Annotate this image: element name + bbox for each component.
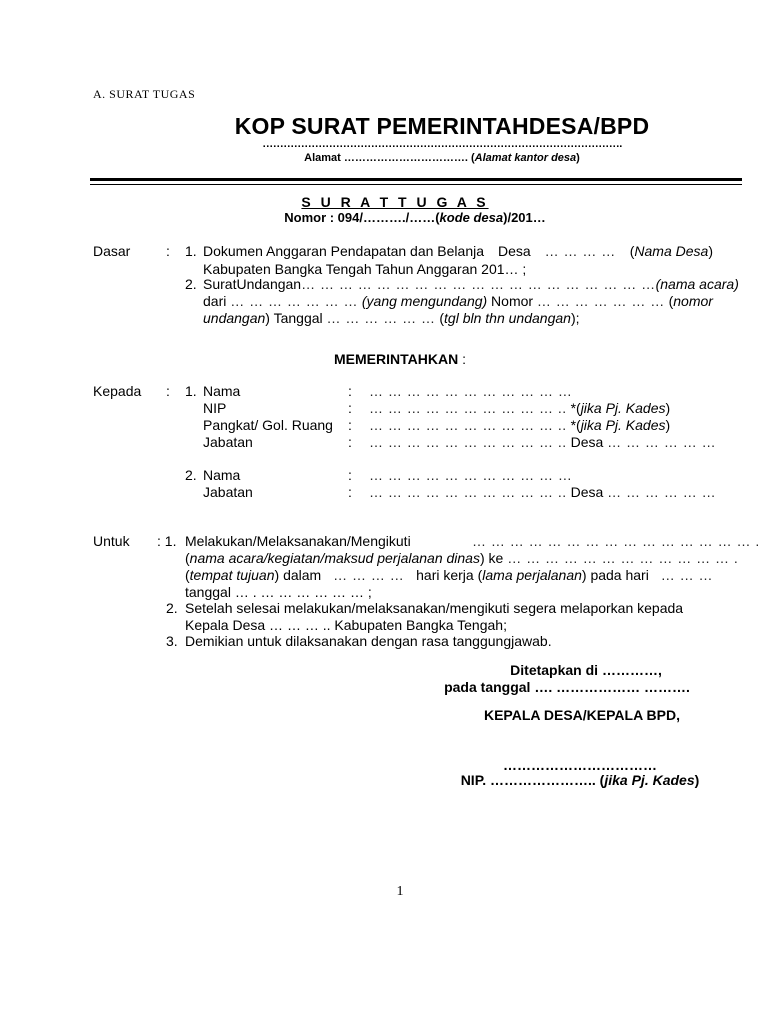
dasar-item-2-line-1: Surat Undangan … … … … … … … … … … … … … … … … … … … (nama acara) [203,276,739,292]
field-value: … … … … … … … … … … .. *(jika Pj. Kades) [369,417,671,433]
field-label: Nama [203,383,241,399]
signature-name-line: …………………………… [503,757,657,773]
field-value: … … … … … … … … … … .. Desa … … … … … … [369,484,717,500]
untuk-item-1-line-4: tanggal … . … … … … … … ; [185,584,372,600]
dasar-label: Dasar [93,243,131,259]
dasar-item-2-number: 2. [185,276,197,292]
field-colon: : [348,467,352,483]
signature-place: Ditetapkan di …………, [510,662,662,678]
field-value: … … … … … … … … … … .. Desa … … … … … … [369,434,717,450]
dasar-item-1-number: 1. [185,243,197,259]
untuk-label: Untuk [93,533,130,549]
memerintahkan-heading: MEMERINTAHKAN : [334,351,466,367]
field-value: … … … … … … … … … … .. *(jika Pj. Kades) [369,400,671,416]
field-label: Pangkat/ Gol. Ruang [203,417,333,433]
dasar-item-1-line-2: Kabupaten Bangka Tengah Tahun Anggaran 201… ; [203,261,527,277]
dasar-item-2-line-3: undangan) Tanggal … … … … … … (tgl bln thn undangan); [203,310,580,326]
untuk-item-1-line-1: Melakukan/Melaksanakan/Mengikuti [185,533,411,549]
kepada-label: Kepada [93,383,142,399]
field-label: Jabatan [203,484,253,500]
section-kicker: A. SURAT TUGAS [93,87,196,101]
field-label: NIP [203,400,227,416]
dasar-item-2-line-2: dari … … … … … … … (yang mengundang) Nomor … … … … … … … (nomor [203,293,713,309]
untuk-item-1-line-3: (tempat tujuan) dalam … … … … hari kerja (lama perjalanan) pada hari … … … [185,567,713,583]
letterhead-rule-thick [90,178,742,181]
document-title: S U R A T T U G A S [301,194,489,210]
untuk-item-2-line-2: Kepala Desa … … … .. Kabupaten Bangka Tengah; [185,617,507,633]
field-colon: : [348,484,352,500]
field-colon: : [348,417,352,433]
field-colon: : [348,400,352,416]
kepada-colon: : [166,383,170,399]
field-label: Nama [203,467,241,483]
untuk-item-2-line-1: Setelah selesai melakukan/melaksanakan/mengikuti segera melaporkan kepada [185,600,684,616]
field-label: Jabatan [203,434,253,450]
kepada-person-2-number: 2. [185,467,197,483]
untuk-item-1-line-2: (nama acara/kegiatan/maksud perjalanan dinas) ke … … … … … … … … … … … … . [185,550,739,566]
dasar-colon: : [166,243,170,259]
document-number: Nomor : 094/………./……(kode desa)/201… [284,210,546,225]
letterhead-dots: …………………………………………………………………………………………. [262,138,622,150]
field-value: … … … … … … … … … … … [369,383,573,399]
dasar-item-1-line-1: Dokumen Anggaran Pendapatan dan Belanja Desa … … … … (Nama Desa) [203,243,713,259]
field-colon: : [348,383,352,399]
letterhead-rule-thin [90,184,742,185]
letterhead-address: Alamat ……………………………. (Alamat kantor desa) [304,152,580,164]
signature-date: pada tanggal …. ……………… ………. [444,679,690,695]
untuk-item-1-line-1-dots: … … … … … … … … … … … … … … … . [472,533,760,549]
field-value: … … … … … … … … … … … [369,467,573,483]
field-colon: : [348,434,352,450]
page-number: 1 [396,884,404,899]
signature-position: KEPALA DESA/KEPALA BPD, [483,707,680,723]
untuk-colon: : 1. [157,533,177,549]
untuk-item-3-number: 3. [166,633,178,649]
kepada-person-1-number: 1. [185,383,197,399]
untuk-item-2-number: 2. [166,600,178,616]
signature-nip: NIP. ………………….. (jika Pj. Kades) [460,772,700,788]
letterhead-title: KOP SURAT PEMERINTAHDESA/BPD [234,113,650,139]
untuk-item-3-text: Demikian untuk dilaksanakan dengan rasa tanggungjawab. [185,633,552,649]
